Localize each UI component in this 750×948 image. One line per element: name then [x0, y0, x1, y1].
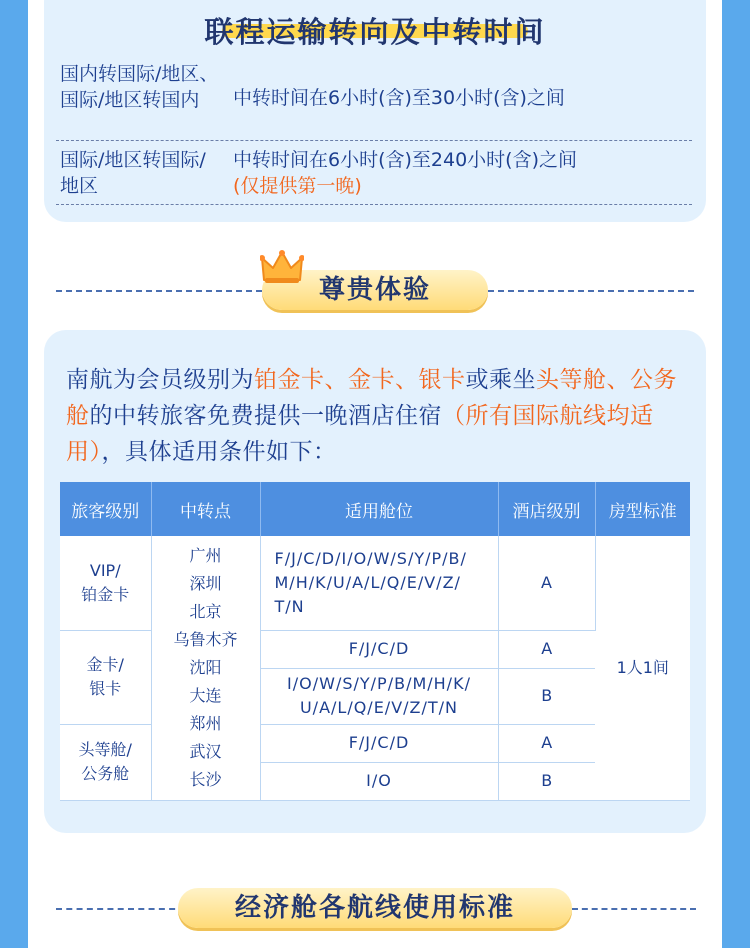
economy-section-header — [28, 884, 722, 934]
divider-right — [572, 908, 696, 910]
level-first-business: 头等舱/ 公务舱 — [60, 724, 151, 800]
cabin-classes: I/O/W/S/Y/P/B/M/H/K/ U/A/L/Q/E/V/Z/T/N — [260, 668, 498, 724]
transfer-time-card — [44, 0, 706, 222]
cabin-classes: F/J/C/D/I/O/W/S/Y/P/B/ M/H/K/U/A/L/Q/E/V/Z/ T/N — [260, 536, 498, 630]
header-transfer-point: 中转点 — [151, 482, 260, 536]
transfer-row-label: 国际/地区转国际/地区 — [60, 149, 206, 197]
divider-right — [488, 290, 694, 292]
table-header-row — [60, 482, 690, 536]
header-room-standard: 房型标准 — [595, 482, 690, 536]
page-content — [28, 0, 722, 948]
header-passenger-level: 旅客级别 — [60, 482, 151, 536]
vip-intro-text: 南航为会员级别为铂金卡、金卡、银卡或乘坐头等舱、公务舱的中转旅客免费提供一晚酒店住宿（所有国际航线均适用），具体适用条件如下： — [66, 367, 677, 465]
vip-hotel-table — [60, 482, 690, 801]
room-standard: 1人1间 — [595, 536, 690, 800]
cabin-classes: F/J/C/D — [260, 630, 498, 668]
header-hotel-level: 酒店级别 — [498, 482, 595, 536]
transfer-row-domestic-international — [56, 58, 692, 141]
transfer-row-value: 中转时间在6小时(含)至240小时(含)之间 (仅提供第一晚) — [233, 149, 578, 197]
first-night-note: (仅提供第一晚) — [233, 175, 362, 197]
vip-section-header — [28, 266, 722, 316]
divider-left — [56, 290, 262, 292]
economy-section-title: 经济舱各航线使用标准 — [178, 888, 572, 928]
hotel-level: B — [498, 668, 595, 724]
transfer-row-international-international — [56, 142, 692, 205]
table-row — [60, 536, 690, 630]
hotel-level: A — [498, 536, 595, 630]
vip-hotel-card — [44, 330, 706, 833]
vip-section-title: 尊贵体验 — [262, 270, 488, 310]
hotel-level: A — [498, 630, 595, 668]
transfer-time-title: 联程运输转向及中转时间 — [204, 15, 546, 49]
hotel-level: B — [498, 762, 595, 800]
transfer-cities: 广州 深圳 北京 乌鲁木齐 沈阳 大连 郑州 武汉 长沙 — [151, 536, 260, 800]
transfer-row-value: 中转时间在6小时(含)至30小时(含)之间 — [233, 87, 565, 109]
crown-icon — [260, 250, 304, 286]
hotel-level: A — [498, 724, 595, 762]
header-cabin-class: 适用舱位 — [260, 482, 498, 536]
cabin-classes: I/O — [260, 762, 498, 800]
cabin-classes: F/J/C/D — [260, 724, 498, 762]
level-vip-platinum: VIP/ 铂金卡 — [60, 536, 151, 630]
level-gold-silver: 金卡/ 银卡 — [60, 630, 151, 724]
transfer-row-label: 国内转国际/地区、国际/地区转国内 — [60, 63, 219, 111]
